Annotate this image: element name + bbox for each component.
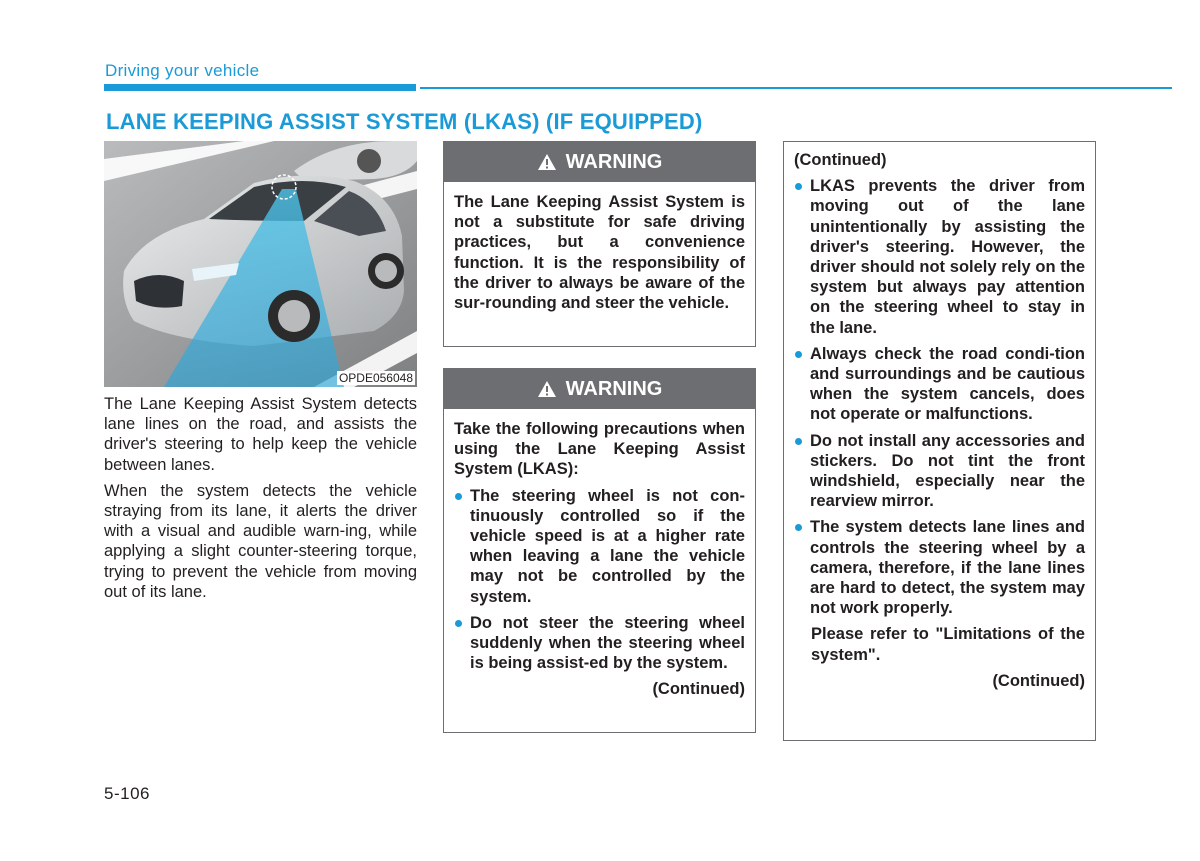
continued-box	[783, 141, 1096, 741]
warning-title: WARNING	[565, 377, 663, 400]
intro-paragraph: When the system detects the vehicle straying from its lane, it alerts the driver with a visual and audible warn-ing, while applying a slight counter-steering torque, trying to prevent the vehicle from moving out of its lane.	[104, 481, 417, 601]
warning-intro: Take the following precautions when using the Lane Keeping Assist System (LKAS):	[454, 420, 745, 479]
warning-triangle-icon	[537, 153, 557, 171]
header-rule-thick	[104, 84, 416, 91]
bullet-item: Always check the road condi-tion and surroundings and be cautious when the system cancels, does not operate or malfunctions.	[794, 344, 1085, 425]
header-rule-thin	[420, 87, 1172, 89]
grille	[134, 275, 184, 308]
figure-code: OPDE056048	[338, 371, 413, 385]
warning-title: WARNING	[565, 150, 663, 173]
warning-box-2	[443, 368, 756, 733]
bullet-item: The steering wheel is not con-tinuously controlled so if the vehicle speed is at a higher rate when leaving a lane the vehicle may not be controlled by the system.	[454, 486, 745, 607]
bullet-item: Do not steer the steering wheel suddenly when the steering wheel is being assist-ed by the system.	[454, 613, 745, 674]
bullet-item: Do not install any accessories and stickers. Do not tint the front windshield, especially near the rearview mirror.	[794, 431, 1085, 512]
section-label: Driving your vehicle	[105, 61, 260, 80]
page-title: LANE KEEPING ASSIST SYSTEM (LKAS) (IF EQUIPPED)	[106, 109, 703, 134]
continued-heading: (Continued)	[794, 151, 887, 169]
bullet-item: The system detects lane lines and controls the steering wheel by a camera, therefore, if the lane lines are hard to detect, the system may not work properly.	[794, 517, 1085, 618]
reference-note: Please refer to "Limitations of the system".	[811, 625, 1085, 664]
lkas-illustration	[104, 141, 417, 387]
warning-header	[444, 142, 755, 182]
intro-text	[104, 394, 417, 608]
warning-box-1	[443, 141, 756, 347]
warning-triangle-icon	[537, 380, 557, 398]
continued-label: (Continued)	[992, 671, 1085, 690]
intro-paragraph: The Lane Keeping Assist System detects lane lines on the road, and assists the driver's steering to help keep the vehicle between lanes.	[104, 395, 417, 474]
page-number: 5-106	[104, 784, 150, 803]
bullet-item: LKAS prevents the driver from moving out of the lane unintentionally by assisting the driver's steering. However, the driver should not solely rely on the system but always pay attention on the steering wheel to stay in the lane.	[794, 176, 1085, 338]
warning-header	[444, 369, 755, 409]
car-camera-illustration	[104, 141, 417, 387]
warning-body	[444, 409, 755, 700]
warning-text: The Lane Keeping Assist System is not a substitute for safe driving practices, but a convenience function. It is the responsibility of the driver to always be aware of the sur-rounding and steer the vehicle.	[454, 193, 745, 313]
warning-body	[444, 182, 755, 313]
continued-label: (Continued)	[652, 680, 745, 699]
